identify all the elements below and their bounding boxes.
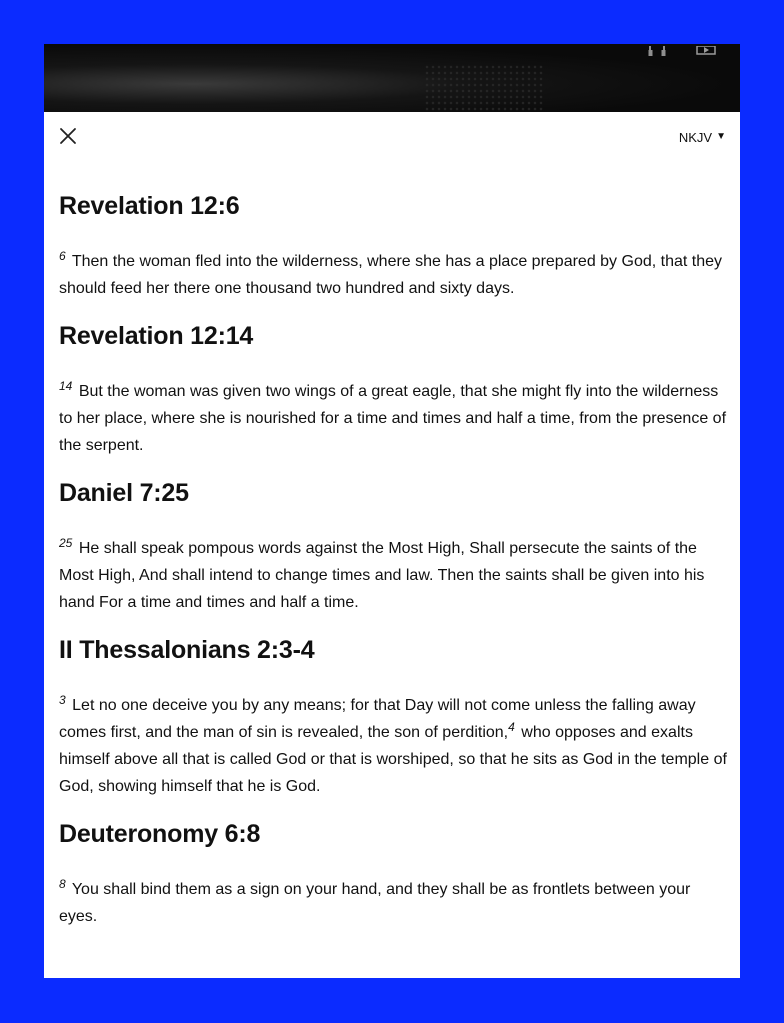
verse-number: 14 (59, 378, 73, 393)
passage-reference[interactable]: II Thessalonians 2:3-4 (59, 636, 315, 664)
version-label: NKJV (678, 129, 713, 145)
passage (59, 320, 729, 459)
verse-text (59, 692, 729, 800)
verse-body: Let no one deceive you by any means; for that Day will not come unless the falling away comes first, and the man of sin is revealed, the son of perdition, (59, 697, 696, 741)
verse-panel (44, 112, 740, 978)
passage (59, 818, 729, 930)
passage (59, 477, 729, 616)
passage-reference[interactable]: Revelation 12:14 (59, 322, 254, 350)
caret-down-icon: ▼ (716, 131, 726, 142)
verse-text (59, 378, 729, 459)
passage (59, 190, 729, 302)
verse-body: Then the woman fled into the wilderness, where she has a place prepared by God, that they should feed her there one thousand two hundred and sixty days. (59, 253, 723, 297)
cast-icon[interactable] (696, 46, 716, 56)
app-window (44, 44, 740, 978)
verse-body: You shall bind them as a sign on your hand, and they shall be as frontlets between your eyes. (59, 881, 691, 925)
passage-reference[interactable]: Revelation 12:6 (59, 192, 240, 220)
passage (59, 634, 729, 800)
close-icon (56, 124, 80, 148)
verse-text (59, 535, 729, 616)
video-texture (424, 64, 544, 112)
verse-text (59, 248, 729, 302)
passage-reference[interactable]: Deuteronomy 6:8 (59, 820, 261, 848)
verse-number: 3 (59, 692, 66, 707)
verse-number: 4 (508, 719, 515, 734)
verse-body: who opposes and exalts himself above all that is called God or that is worshiped, so that he sits as God in the temple of God, showing himself that he is God. (59, 724, 727, 795)
version-selector[interactable] (679, 128, 726, 146)
verse-text (59, 876, 729, 930)
verse-body: But the woman was given two wings of a great eagle, that she might fly into the wilderness to her place, where she is nourished for a time and times and half a time, from the presence of the serpent. (59, 383, 727, 454)
verse-number: 25 (59, 535, 73, 550)
video-background (44, 44, 740, 112)
passage-reference[interactable]: Daniel 7:25 (59, 479, 189, 507)
panel-toolbar (44, 112, 740, 160)
verse-number: 6 (59, 248, 66, 263)
verse-body: He shall speak pompous words against the Most High, Shall persecute the saints of the Most High, And shall intend to change times and law. Then the saints shall be given into his hand For a time and times and half a time. (59, 540, 705, 611)
close-button[interactable] (56, 124, 80, 148)
verse-number: 8 (59, 876, 66, 891)
passage-list (59, 190, 729, 948)
headphones-icon[interactable] (648, 46, 666, 56)
